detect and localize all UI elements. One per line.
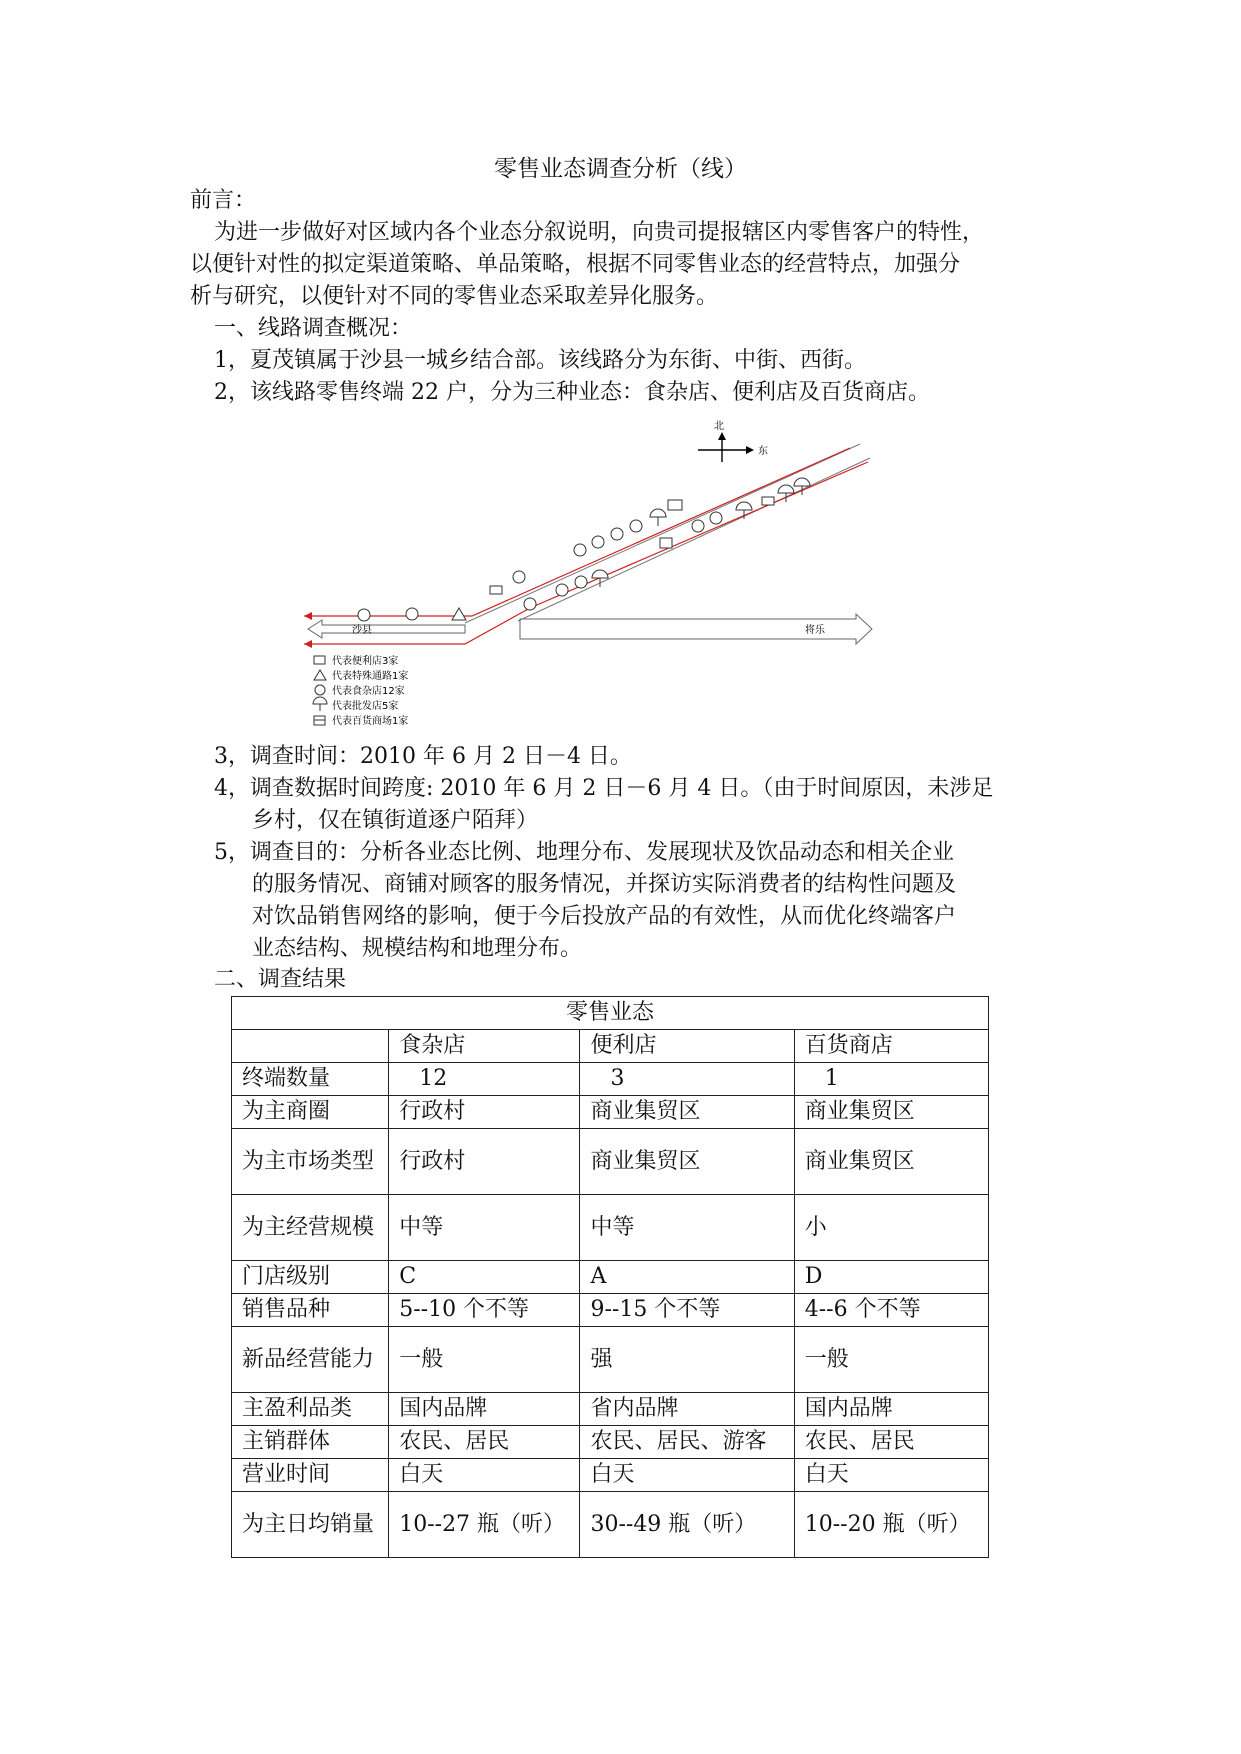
- table-cell: 行政村: [389, 1129, 580, 1195]
- marker-17: [513, 571, 525, 583]
- row-label: 为主商圈: [232, 1096, 389, 1129]
- table-cell: 农民、居民、游客: [580, 1426, 794, 1459]
- table-cell: 白天: [389, 1459, 580, 1492]
- table-cell: 中等: [580, 1195, 794, 1261]
- table-cell: 商业集贸区: [580, 1096, 794, 1129]
- marker-18: [490, 586, 502, 594]
- compass: [698, 420, 768, 462]
- table-cell: 小: [794, 1195, 988, 1261]
- store-markers: [358, 478, 810, 621]
- marker-wholesale-2: [592, 570, 608, 587]
- table-row: [232, 1426, 989, 1459]
- row-label: 主盈利品类: [232, 1393, 389, 1426]
- left-road: [308, 620, 465, 638]
- marker-wholesale-3: [736, 502, 752, 519]
- marker-13: [630, 520, 642, 532]
- item-5-line-2: 的服务情况、商铺对顾客的服务情况，并探访实际消费者的结构性问题及: [252, 872, 957, 897]
- preface-line-3: 析与研究，以便针对不同的零售业态采取差异化服务。: [190, 284, 719, 309]
- row-label: 门店级别: [232, 1261, 389, 1294]
- table-row: [232, 1294, 989, 1327]
- table-row: [232, 1492, 989, 1558]
- marker-19: [406, 608, 418, 620]
- route-map: [290, 418, 890, 727]
- table-row: [232, 1393, 989, 1426]
- table-row: [232, 1459, 989, 1492]
- marker-16: [574, 544, 586, 556]
- row-label: 主销群体: [232, 1426, 389, 1459]
- marker-14: [611, 528, 623, 540]
- column-header-empty: [232, 1030, 389, 1063]
- retail-format-table: [231, 996, 989, 1558]
- table-cell: 中等: [389, 1195, 580, 1261]
- table-cell: 省内品牌: [580, 1393, 794, 1426]
- table-cell: A: [580, 1261, 794, 1294]
- item-2: 2，该线路零售终端 22 户，分为三种业态：食杂店、便利店及百货商店。: [214, 380, 930, 405]
- marker-wholesale-1: [650, 509, 666, 526]
- table-cell: 农民、居民: [794, 1426, 988, 1459]
- column-header-department: 百货商店: [794, 1030, 988, 1063]
- table-cell: 4--6 个不等: [794, 1294, 988, 1327]
- legend-grocery-icon: [315, 685, 325, 695]
- row-label: 销售品种: [232, 1294, 389, 1327]
- marker-3: [575, 576, 587, 588]
- left-road-label: 沙县: [352, 625, 372, 636]
- item-3: 3，调查时间：2010 年 6 月 2 日－4 日。: [214, 744, 632, 769]
- preface-line-2: 以便针对性的拟定渠道策略、单品策略，根据不同零售业态的经营特点，加强分: [190, 252, 961, 277]
- table-row: [232, 1195, 989, 1261]
- right-road: [520, 614, 872, 644]
- marker-20: [358, 609, 370, 621]
- table-cell: 行政村: [389, 1096, 580, 1129]
- table-cell: D: [794, 1261, 988, 1294]
- legend-special-icon: [314, 670, 326, 680]
- row-label: 终端数量: [232, 1063, 389, 1096]
- legend-item-2: 代表特殊通路1家: [332, 671, 409, 682]
- table-cell: 9--15 个不等: [580, 1294, 794, 1327]
- table-cell: C: [389, 1261, 580, 1294]
- table-header: 零售业态: [232, 997, 989, 1030]
- marker-1: [524, 598, 536, 610]
- marker-convenience: [762, 497, 774, 505]
- table-cell: 白天: [580, 1459, 794, 1492]
- map-legend: [313, 654, 408, 727]
- table-cell: 10--20 瓶（听）: [794, 1492, 988, 1558]
- item-4-line-1: 4，调查数据时间跨度: 2010 年 6 月 2 日－6 月 4 日。（由于时间原因，未涉足: [214, 776, 994, 801]
- column-header-grocery: 食杂店: [389, 1030, 580, 1063]
- page-title: 零售业态调查分析（线）: [494, 156, 747, 182]
- legend-item-3: 代表食杂店12家: [332, 686, 405, 697]
- table-cell: 5--10 个不等: [389, 1294, 580, 1327]
- table-cell: 国内品牌: [389, 1393, 580, 1426]
- marker-15: [592, 536, 604, 548]
- legend-item-1: 代表便利店3家: [332, 656, 399, 667]
- table-cell: 3: [580, 1063, 794, 1096]
- column-header-convenience: 便利店: [580, 1030, 794, 1063]
- row-label: 新品经营能力: [232, 1327, 389, 1393]
- route-line-upper: [304, 448, 850, 616]
- table-cell: 30--49 瓶（听）: [580, 1492, 794, 1558]
- table-cell: 强: [580, 1327, 794, 1393]
- table-columns-row: [232, 1030, 989, 1063]
- section1-heading: 一、线路调查概况：: [214, 316, 413, 341]
- item-1: 1，夏茂镇属于沙县一城乡结合部。该线路分为东街、中街、西街。: [214, 348, 866, 373]
- section2-heading: 二、调查结果: [214, 967, 347, 992]
- marker-2: [556, 584, 568, 596]
- table-cell: 商业集贸区: [794, 1129, 988, 1195]
- table-cell: 商业集贸区: [794, 1096, 988, 1129]
- marker-department-store: [660, 538, 672, 548]
- marker-8: [692, 520, 704, 532]
- item-5-line-4: 业态结构、规模结构和地理分布。: [252, 936, 583, 961]
- compass-north-label: 北: [714, 421, 724, 432]
- table-cell: 10--27 瓶（听）: [389, 1492, 580, 1558]
- item-5-line-3: 对饮品销售网络的影响，便于今后投放产品的有效性，从而优化终端客户: [252, 904, 957, 929]
- marker-21: [452, 608, 466, 620]
- item-5-line-1: 5，调查目的：分析各业态比例、地理分布、发展现状及饮品动态和相关企业: [214, 840, 954, 865]
- legend-item-5: 代表百货商场1家: [332, 716, 409, 727]
- table-header-row: [232, 997, 989, 1030]
- table-row: [232, 1063, 989, 1096]
- preface-label: 前言：: [190, 188, 257, 213]
- table-cell: 商业集贸区: [580, 1129, 794, 1195]
- legend-convenience-icon: [314, 656, 325, 664]
- table-cell: 12: [389, 1063, 580, 1096]
- table-row: [232, 1129, 989, 1195]
- table-cell: 一般: [389, 1327, 580, 1393]
- table-cell: 白天: [794, 1459, 988, 1492]
- row-label: 为主经营规模: [232, 1195, 389, 1261]
- table-cell: 农民、居民: [389, 1426, 580, 1459]
- row-label: 营业时间: [232, 1459, 389, 1492]
- table-row: [232, 1261, 989, 1294]
- row-label: 为主市场类型: [232, 1129, 389, 1195]
- compass-east-label: 东: [758, 446, 768, 457]
- marker-22: [668, 500, 682, 510]
- item-4-line-2: 乡村，仅在镇街道逐户陌拜）: [252, 808, 539, 833]
- row-label: 为主日均销量: [232, 1492, 389, 1558]
- table-row: [232, 1096, 989, 1129]
- table-cell: 1: [794, 1063, 988, 1096]
- marker-9: [710, 512, 722, 524]
- table-cell: 一般: [794, 1327, 988, 1393]
- preface-line-1: 为进一步做好对区域内各个业态分叙说明，向贵司提报辖区内零售客户的特性，: [214, 220, 985, 245]
- table-row: [232, 1327, 989, 1393]
- legend-item-4: 代表批发店5家: [332, 701, 399, 712]
- table-cell: 国内品牌: [794, 1393, 988, 1426]
- right-road-label: 将乐: [805, 625, 825, 636]
- diagonal-street: [304, 444, 870, 648]
- legend-wholesale-icon: [313, 697, 327, 711]
